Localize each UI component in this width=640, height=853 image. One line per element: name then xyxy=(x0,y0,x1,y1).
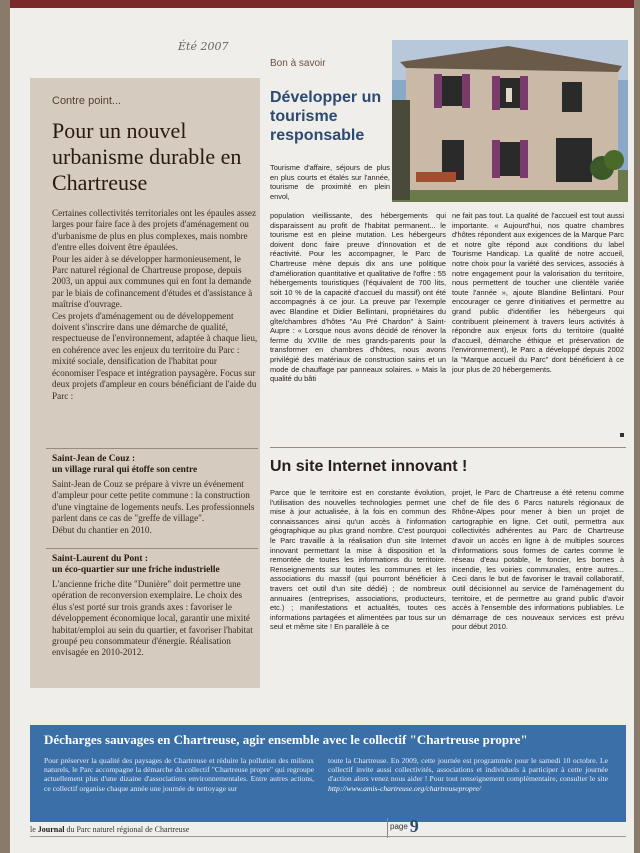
urbanism-body xyxy=(52,208,258,402)
tourism-column-2: ne fait pas tout. La qualité de l'accueil est tout aussi importante. « Aujourd'hui, nos quatre chambres d'hôtes répondent aux exigences de la Marque Parc et notre gîte répond aux conditions du label Tourisme Handicap. La qualité de notre accueil, notre choix pour la variété des services, associés à notre engagement pour la valorisation du territoire, nous permettent de toucher une clientèle variée toute l'année », ajoute Blandine Bellintani. Pour encourager ce genre d'initiatives et permettre au grand public d'identifier les hébergeurs qui contribuent pleinement à travers leurs activités à répondre aux enjeux forts du territoire (qualité d'accueil, démarche éthique et préservation de l'environnement), le Parc a développé depuis 2002 la "Marque accueil du Parc" dont bénéficient à ce jour plus de 20 hébergements. xyxy=(452,211,624,374)
section-divider xyxy=(46,548,258,549)
urbanism-paragraph: Ces projets d'aménagement ou de développement doivent s'inscrire dans une démarche de qualité, respectueuse de l'environnement, adaptée à chaque lieu, en cohérence avec les enjeux du territoire du Parc : mixité sociale, densification de l'habitat pour économiser l'espace et intégration paysagère. Focus sur deux projets d'ampleur en cours bénéficiant de l'aide du Parc : xyxy=(52,310,258,401)
section1-body xyxy=(52,479,258,536)
handwritten-note: Été 2007 xyxy=(178,40,229,53)
footer-journal: Journal xyxy=(37,825,65,834)
section2-body xyxy=(52,579,258,659)
cleanup-column-1: Pour préserver la qualité des paysages de Chartreuse et réduire la pollution des milieux naturels, le Parc accompagne la démarche du collectif "Chartreuse propre" qui regroupe actuellement plus d'une dizaine d'associations environnementales. Entre autres actions, ce collectif organise chaque année une journée de nettoyage sur xyxy=(44,756,314,793)
section1-paragraph: Saint-Jean de Couz se prépare à vivre un événement d'ampleur pour cette petite commune : la construction d'une vingtaine de logements neufs. Les professionnels parlent dans ce cas de "greffe de village". xyxy=(52,479,255,524)
website-column-1: Parce que le territoire est en constante évolution, l'utilisation des nouvelles technologies permet une mise à jour actualisée, à la fois en commun des connaissances ainsi qu'un accès à l'information géographique au plus grand nombre. C'est pourquoi le Parc travaille à la réalisation d'un site Internet innovant permettant la mise à disposition et la remontée de toutes les informations du territoire. Renseignements sur toutes les communes et les associations du massif (qui pourront bénéficier à travers cet outil d'un site dédié) ; de nombreux annuaires (entreprises, associations, producteurs, etc.) ; manifestations et actualités, toutes ces informations partagées et alimentées par tous sur un seul et même site ! En parallèle à ce xyxy=(270,488,446,632)
section1-heading xyxy=(52,454,258,477)
website-title: Un site Internet innovant ! xyxy=(270,458,468,475)
footer-prefix: le xyxy=(30,825,36,834)
section-divider xyxy=(46,448,258,449)
page-number-value: 9 xyxy=(409,816,419,836)
cleanup-column-2 xyxy=(328,756,608,793)
urbanism-kicker: Contre point... xyxy=(52,95,122,107)
footer-journal-title xyxy=(30,825,189,834)
guesthouse-illustration xyxy=(392,40,628,202)
section2-heading-text: Saint-Laurent du Pont : xyxy=(52,554,148,564)
page-number-divider xyxy=(387,818,388,838)
section2-paragraph: L'ancienne friche dite "Dunière" doit permettre une opération de reconversion exemplaire. Le choix des élus s'est porté sur trois grands axes : favoriser le développement économique local, garantir une mixité habitat/emploi au sein du quartier, et favoriser l'habitat groupé peu consommateur d'énergie. Réalisation envisagée en 2010-2012. xyxy=(52,579,253,658)
section2-heading xyxy=(52,554,258,577)
urbanism-paragraph: Certaines collectivités territoriales ont les épaules assez larges pour faire face à des projets d'aménagement ou d'urbanisme de plus en plus complexes, mais nombre d'entre elles doivent être épaulées. xyxy=(52,208,257,253)
tourism-intro: Tourisme d'affaire, séjours de plus en plus courts et étalés sur l'année, tourisme de proximité en plein envol, xyxy=(270,163,390,201)
cleanup-text: toute la Chartreuse. En 2009, cette journée est programmée pour le samedi 10 octobre. Le collectif invite aussi collectivités, associations et individuels à participer à cette journée d'action alors venez nous aider ! Pour tout renseignement complémentaire, consulter le site xyxy=(328,756,608,784)
article-end-mark xyxy=(620,433,624,437)
tourism-title: Développer un tourisme responsable xyxy=(270,89,382,144)
footer-rule xyxy=(30,836,626,837)
page-label: page xyxy=(390,822,408,831)
tourism-kicker: Bon à savoir xyxy=(270,58,326,69)
footer-suffix: du Parc naturel régional de Chartreuse xyxy=(66,825,190,834)
cleanup-url-link[interactable]: http://www.amis-chartreuse.org/chartreusepropre/ xyxy=(328,783,481,793)
guesthouse-photo xyxy=(392,40,628,202)
section1-subheading: un village rural qui étoffe son centre xyxy=(52,465,198,476)
website-column-2: projet, le Parc de Chartreuse a été retenu comme chef de file des 6 Parcs naturels régionaux de Rhône-Alpes pour mener à bien un projet de cartographie en ligne. Cet outil, permettra aux collectivités adhérentes au Parc de Chartreuse d'avoir un accès en ligne à de multiples sources d'informations sous formes de cartes comme le réseau d'eau potable, le foncier, les bornes à incendie, les voiries communales, entre autres... Ceci dans le but de favoriser le travail collaboratif, outil décisionnel au service de l'aménagement du territoire, et de permettre au grand public d'avoir accès à l'ensemble des informations publiables. Le démarrage de ces nouveaux services est prévu pour début 2010. xyxy=(452,488,624,632)
urbanism-title: Pour un nouvel urbanisme durable en Chartreuse xyxy=(52,118,242,195)
section2-subheading: un éco-quartier sur une friche industrielle xyxy=(52,565,220,576)
article-divider xyxy=(270,447,626,448)
section1-paragraph: Début du chantier en 2010. xyxy=(52,524,152,535)
tourism-column-1: population vieillissante, des hébergements qui disparaissent au profit de l'habitat permanent... le tourisme est en pleine mutation. Les hébergeurs doivent donc faire preuve d'innovation et de réactivité. Pour les accompagner, le Parc de Chartreuse mène depuis dix ans une politique d'amélioration quantitative et qualitative de l'offre : 55 hébergements touristiques (l'équivalent de 700 lits, soit 10 % de la capacité d'accueil du massif) ont été accompagnés à ce jour. La preuve par l'exemple avec Blandine et Didier Bellintani, propriétaires du gîte/chambres d'hôtes "Au Pré Chardon" à Saint-Aupre : « Lorsque nous avons décidé de rénover la ferme du XVIIIe de mes grands-parents pour la transformer en chambres d'hôtes, nous avons privilégié des matériaux de construction sains et un mode de chauffage par panneaux solaires. » Mais la qualité du bâti xyxy=(270,211,446,384)
section1-heading-text: Saint-Jean de Couz : xyxy=(52,454,136,464)
cleanup-title: Décharges sauvages en Chartreuse, agir ensemble avec le collectif "Chartreuse propre" xyxy=(44,732,528,747)
urbanism-paragraph: Pour les aider à se développer harmonieusement, le Parc naturel régional de Chartreuse propose, depuis 2003, un appui aux communes qui en font la demande par le biais de cofinancement d'études et d'assistance à maîtrise d'ouvrage. xyxy=(52,253,253,310)
page-number xyxy=(390,816,419,837)
